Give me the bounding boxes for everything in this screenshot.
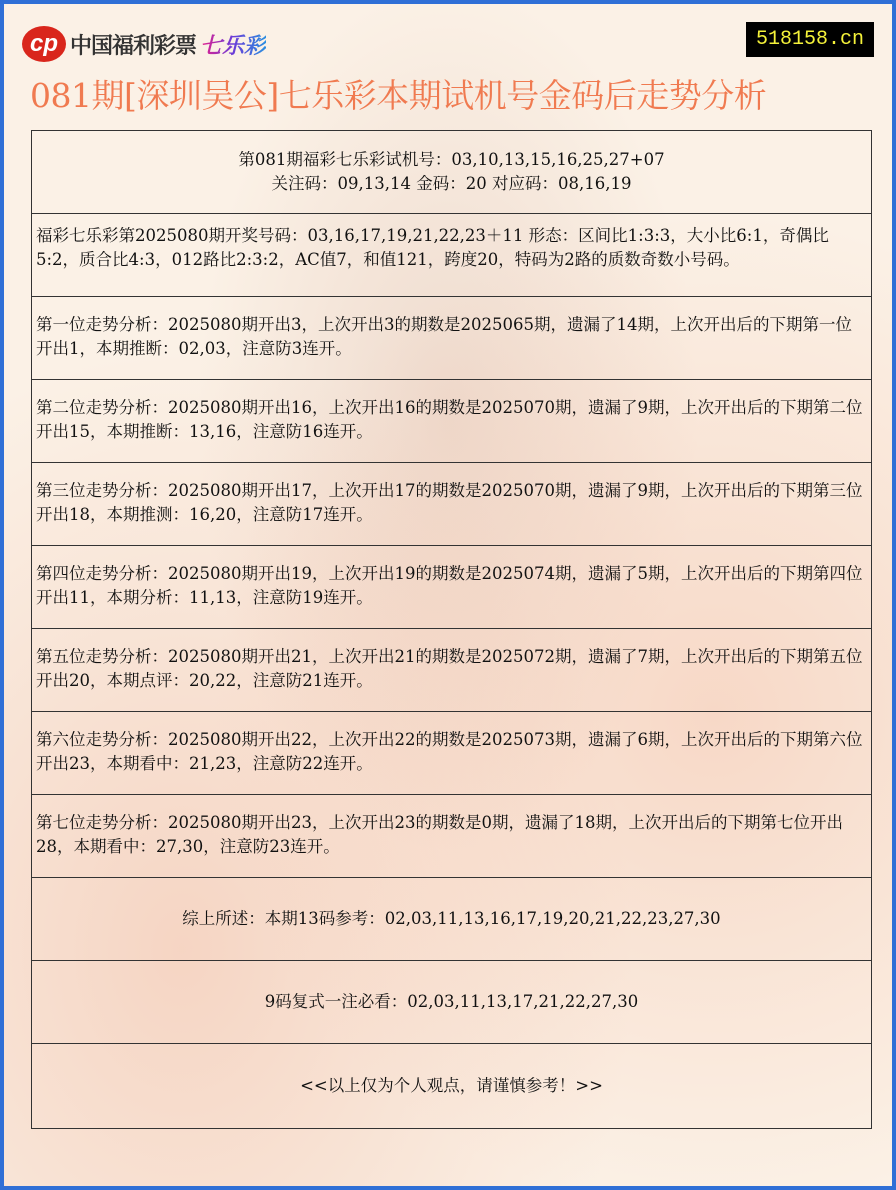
welfare-lottery-logo-icon: cp <box>22 26 66 62</box>
logo-text: 中国福利彩票 <box>70 33 197 59</box>
focus-codes: 关注码：09,13,14 金码：20 对应码：08,16,19 <box>271 174 632 193</box>
position-1-analysis: 第一位走势分析：2025080期开出3，上次开出3的期数是2025065期，遗漏了14期，上次开出后的下期第一位开出1，本期推断：02,03，注意防3连开。 <box>32 297 871 380</box>
position-6-analysis: 第六位走势分析：2025080期开出22，上次开出22的期数是2025073期，遗漏了6期，上次开出后的下期第六位开出23，本期看中：21,23，注意防22连开。 <box>32 712 871 795</box>
nine-code-compound: 9码复式一注必看：02,03,11,13,17,21,22,27,30 <box>32 961 871 1044</box>
summary-13-codes: 综上所述：本期13码参考：02,03,11,13,16,17,19,20,21,22,23,27,30 <box>32 878 871 961</box>
draw-result-row: 福彩七乐彩第2025080期开奖号码：03,16,17,19,21,22,23＋11 形态：区间比1:3:3，大小比6:1，奇偶比5:2，质合比4:3，012路比2:3:2，AC值7，和值121，跨度20，特码为2路的质数奇数小号码。 <box>32 214 871 297</box>
analysis-table <box>31 130 872 1129</box>
position-2-analysis: 第二位走势分析：2025080期开出16，上次开出16的期数是2025070期，遗漏了9期，上次开出后的下期第二位开出15，本期推断：13,16，注意防16连开。 <box>32 380 871 463</box>
position-4-analysis: 第四位走势分析：2025080期开出19，上次开出19的期数是2025074期，遗漏了5期，上次开出后的下期第四位开出11，本期分析：11,13，注意防19连开。 <box>32 546 871 629</box>
logo-text-qlc: 七乐彩 <box>200 29 266 60</box>
page-title: 081期[深圳吴公]七乐彩本期试机号金码后走势分析 <box>30 76 767 115</box>
lottery-logo <box>22 26 266 62</box>
site-badge: 518158.cn <box>746 22 874 57</box>
position-7-analysis: 第七位走势分析：2025080期开出23，上次开出23的期数是0期，遗漏了18期，上次开出后的下期第七位开出28，本期看中：27,30，注意防23连开。 <box>32 795 871 878</box>
trial-number-row <box>32 131 871 214</box>
position-5-analysis: 第五位走势分析：2025080期开出21，上次开出21的期数是2025072期，遗漏了7期，上次开出后的下期第五位开出20，本期点评：20,22，注意防21连开。 <box>32 629 871 712</box>
position-3-analysis: 第三位走势分析：2025080期开出17，上次开出17的期数是2025070期，遗漏了9期，上次开出后的下期第三位开出18，本期推测：16,20，注意防17连开。 <box>32 463 871 546</box>
disclaimer: <<以上仅为个人观点，请谨慎参考！>> <box>300 1076 603 1095</box>
trial-numbers: 第081期福彩七乐彩试机号：03,10,13,15,16,25,27+07 <box>238 150 665 169</box>
